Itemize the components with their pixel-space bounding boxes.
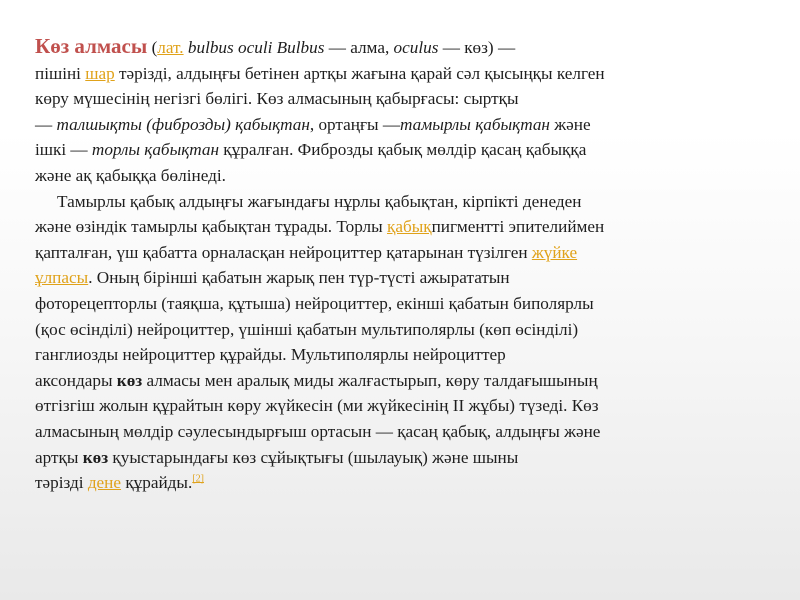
text: және [549,114,591,134]
term-retina: торлы қабықтан [91,140,219,160]
text: . Оның бірінші қабатын жарық пен түр-түсті ажырататын [88,268,510,288]
line-4 [35,112,775,138]
line-3: көру мүшесінің негізгі бөлігі. Көз алмасының қабырғасы: сыртқы [35,89,519,109]
text: алмасы мен аралық миды жалғастырып, көру талдағышының [142,370,598,390]
text: ( [147,38,158,57]
text: пішіні [35,63,86,83]
article-title: Көз алмасы [35,34,148,58]
latin-term-oculus: oculus [393,38,439,57]
text: аксондары [35,370,117,390]
latin-abbrev-link[interactable]: лат. [157,38,184,57]
link-zhuyke[interactable]: жүйке [531,242,578,262]
text: тәрізді [35,473,88,493]
link-kabyk[interactable]: қабық [386,217,432,237]
line-15: өтгізгіш жолын құрайтын көру жүйкесін (ми жүйкесінің ІІ жұбы) түзеді. Көз [35,396,599,416]
text: артқы [35,447,83,467]
link-dene[interactable]: дене [87,473,122,493]
line-14 [35,368,775,394]
text: — алма, [324,38,394,57]
text: құралған. Фиброзды қабық мөлдір қасаң қабыққа [219,140,587,160]
line-9 [35,240,775,266]
line-5 [35,137,775,163]
link-shar[interactable]: шар [85,63,115,83]
bold-koz: көз [82,447,109,467]
line-2 [35,61,775,87]
text: қуыстарындағы көз сұйықтығы (шылауық) және шыны [108,447,519,467]
text: құрайды. [121,473,193,493]
line-13: ганглиозды нейроциттер құрайды. Мультиполярлы нейроциттер [35,345,506,365]
line-6: және ақ қабыққа бөлінеді. [35,165,226,185]
line-16: алмасының мөлдір сәулесындырғыш ортасын — қасаң қабық, алдыңғы және [35,421,601,441]
link-ulpasy[interactable]: ұлпасы [35,268,89,288]
line-11: фоторецепторлы (таяқша, құтыша) нейроциттер, екінші қабатын биполярлы [35,293,594,313]
text: пигментті эпителиймен [431,217,605,237]
text: , ортаңғы — [309,114,401,134]
text: — көз) — [438,38,516,57]
term-fibrous: талшықты (фиброзды) қабықтан [56,114,310,134]
line-7: Тамырлы қабық алдыңғы жағындағы нұрлы қабықтан, кірпікті денеден [57,191,582,211]
line-12: (қос өсінділі) нейроциттер, үшінші қабатын мультиполярлы (көп өсінділі) [35,319,579,339]
line-18 [35,470,775,496]
text: ішкі — [35,140,92,160]
text: — [35,114,57,134]
line-10 [35,265,775,291]
text: қапталған, үш қабатта орналасқан нейроциттер қатарынан түзілген [35,242,532,262]
footnote-link[interactable]: [2] [192,473,204,485]
text: және өзіндік тамырлы қабықтан тұрады. Торлы [35,217,387,237]
latin-term: bulbus oculi Bulbus [187,38,325,57]
article-text [35,34,775,496]
text: тәрізді, алдыңғы бетінен артқы жағына қарай сәл қысыңқы келген [114,63,605,83]
line-8 [35,214,775,240]
term-vascular: тамырлы қабықтан [400,114,550,134]
line-17 [35,445,775,471]
bold-koz: көз [116,370,143,390]
line-1 [35,34,775,61]
